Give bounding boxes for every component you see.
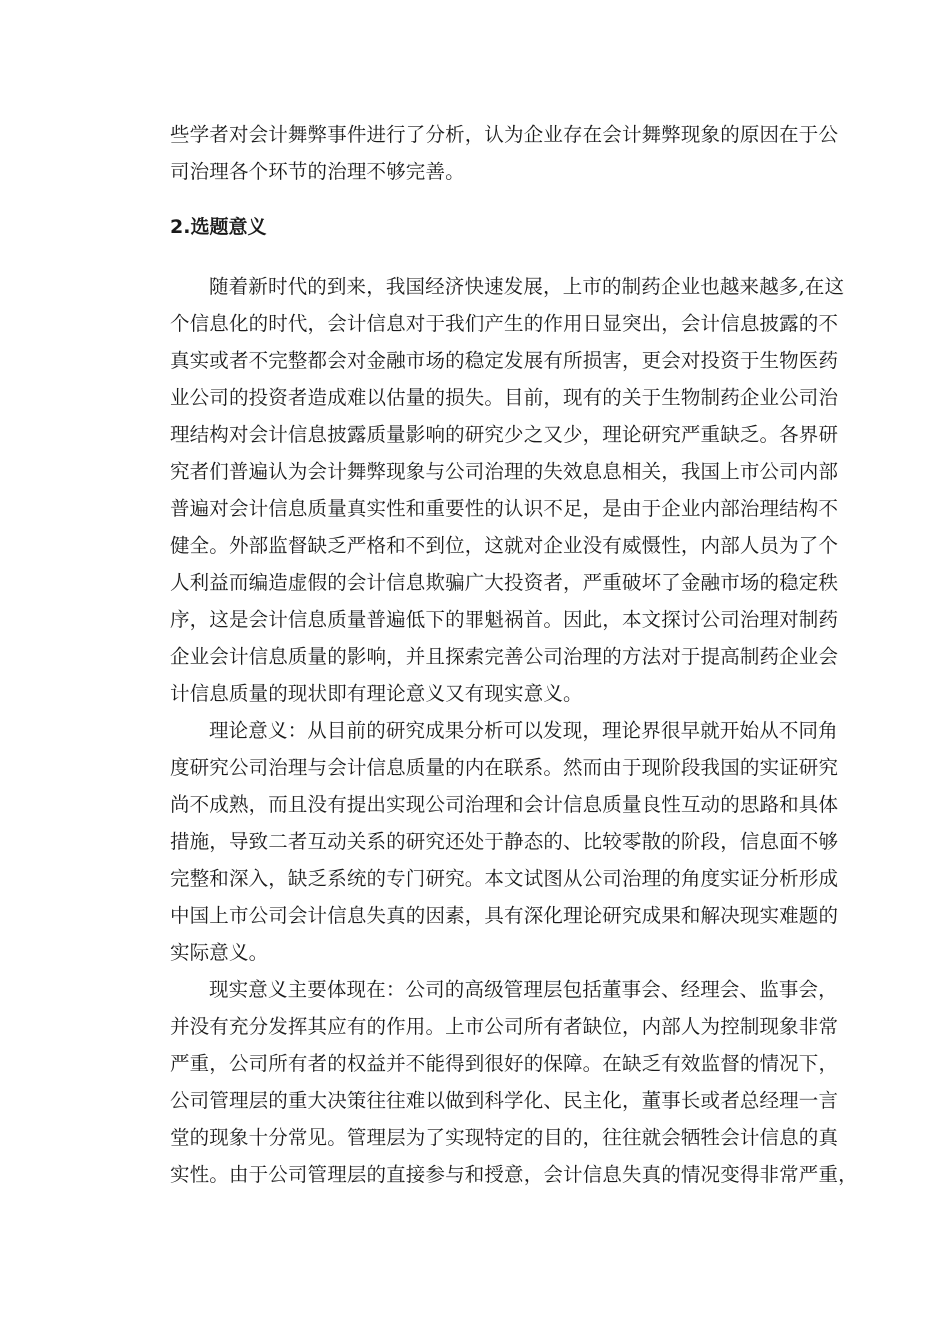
text-line: 公司管理层的重大决策往往难以做到科学化、民主化，董事长或者总经理一言 <box>170 1089 839 1112</box>
intro-paragraph <box>170 116 839 190</box>
text-line: 理结构对会计信息披露质量影响的研究少之又少，理论研究严重缺乏。各界研 <box>170 423 839 446</box>
paragraph-theoretical-significance <box>170 712 839 971</box>
text-line: 并没有充分发挥其应有的作用。上市公司所有者缺位，内部人为控制现象非常 <box>170 1015 839 1038</box>
text-line: 普遍对会计信息质量真实性和重要性的认识不足，是由于企业内部治理结构不 <box>170 497 839 520</box>
text-line: 序，这是会计信息质量普遍低下的罪魁祸首。因此，本文探讨公司治理对制药 <box>170 608 839 631</box>
text-line: 严重，公司所有者的权益并不能得到很好的保障。在缺乏有效监督的情况下， <box>170 1052 839 1075</box>
text-line: 究者们普遍认为会计舞弊现象与公司治理的失效息息相关，我国上市公司内部 <box>170 460 839 483</box>
paragraph-practical-significance <box>170 971 858 1193</box>
text-line: 理论意义：从目前的研究成果分析可以发现，理论界很早就开始从不同角 <box>209 719 838 742</box>
text-line: 企业会计信息质量的影响，并且探索完善公司治理的方法对于提高制药企业会 <box>170 645 839 668</box>
text-line: 中国上市公司会计信息失真的因素，具有深化理论研究成果和解决现实难题的 <box>170 904 839 927</box>
text-line: 度研究公司治理与会计信息质量的内在联系。然而由于现阶段我国的实证研究 <box>170 756 839 779</box>
text-line: 堂的现象十分常见。管理层为了实现特定的目的，往往就会牺牲会计信息的真 <box>170 1126 839 1149</box>
text-line: 业公司的投资者造成难以估量的损失。目前，现有的关于生物制药企业公司治 <box>170 386 839 409</box>
text-line: 现实意义主要体现在：公司的高级管理层包括董事会、经理会、监事会， <box>209 978 838 1001</box>
text-line: 实性。由于公司管理层的直接参与和授意，会计信息失真的情况变得非常严重， <box>170 1163 858 1186</box>
document-page <box>170 116 858 1193</box>
text-line: 真实或者不完整都会对金融市场的稳定发展有所损害，更会对投资于生物医药 <box>170 349 839 372</box>
text-line: 随着新时代的到来，我国经济快速发展，上市的制药企业也越来越多,在这 <box>209 275 845 298</box>
text-line: 尚不成熟，而且没有提出实现公司治理和会计信息质量良性互动的思路和具体 <box>170 793 839 816</box>
text-line: 健全。外部监督缺乏严格和不到位，这就对企业没有威慑性，内部人员为了个 <box>170 534 839 557</box>
text-line: 个信息化的时代，会计信息对于我们产生的作用日显突出，会计信息披露的不 <box>170 312 839 335</box>
section-heading: 2.选题意义 <box>170 216 267 238</box>
text-line: 些学者对会计舞弊事件进行了分析，认为企业存在会计舞弊现象的原因在于公 <box>170 123 839 146</box>
text-line: 措施，导致二者互动关系的研究还处于静态的、比较零散的阶段，信息面不够 <box>170 830 839 853</box>
text-line: 人利益而编造虚假的会计信息欺骗广大投资者，严重破坏了金融市场的稳定秩 <box>170 571 839 594</box>
text-line: 完整和深入，缺乏系统的专门研究。本文试图从公司治理的角度实证分析形成 <box>170 867 839 890</box>
text-line: 计信息质量的现状即有理论意义又有现实意义。 <box>170 682 583 705</box>
text-line: 实际意义。 <box>170 941 269 964</box>
paragraph-significance <box>170 268 845 712</box>
text-line: 司治理各个环节的治理不够完善。 <box>170 160 465 183</box>
